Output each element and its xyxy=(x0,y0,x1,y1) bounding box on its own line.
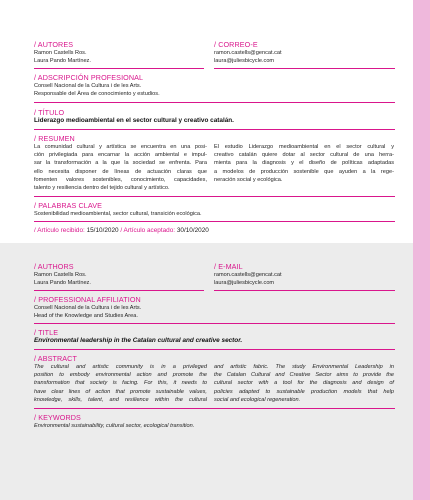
email-heading: / CORREO-E xyxy=(214,40,258,49)
affiliation-heading: / ADSCRIPCIÓN PROFESIONAL xyxy=(34,73,144,82)
section-divider xyxy=(34,349,395,350)
section-divider xyxy=(34,323,395,324)
section-divider xyxy=(34,290,204,291)
author-email[interactable]: ramon.castells@gencat.cat xyxy=(214,50,282,56)
keywords-heading: / KEYWORDS xyxy=(34,413,81,422)
abstract-column-left xyxy=(34,143,207,192)
abstract-line: transformation that society is facing. For this, it needs to xyxy=(34,380,207,387)
email-heading: / E-MAIL xyxy=(214,262,243,271)
author-name: Ramon Castells Ros. xyxy=(34,50,87,56)
affiliation-line: Consell Nacional de la Cultura i de les Arts. xyxy=(34,305,142,311)
abstract-line: position to embody environmental action and promote the xyxy=(34,372,207,379)
abstract-line: social and ecological regeneration. xyxy=(214,396,301,403)
section-divider xyxy=(34,408,395,409)
abstract-column-right xyxy=(214,143,394,184)
title-block-es xyxy=(34,108,394,126)
keywords-block-en xyxy=(34,413,394,430)
authors-heading: / AUTHORS xyxy=(34,262,74,271)
abstract-column-right xyxy=(214,363,394,404)
title-block-en xyxy=(34,328,394,346)
title-heading: / TITLE xyxy=(34,328,59,337)
author-email[interactable]: laura@juliesbicycle.com xyxy=(214,58,275,65)
author-name: Ramon Castells Ros. xyxy=(34,272,87,278)
abstract-block-en xyxy=(34,354,394,363)
abstract-line: The cultural and artistic community is in a privileged xyxy=(34,364,207,370)
abstract-heading: / ABSTRACT xyxy=(34,354,77,363)
abstract-line: the Catalan Cultural and Creative Sector aims to provide the xyxy=(214,372,394,379)
section-divider xyxy=(34,102,395,103)
abstract-block-es xyxy=(34,134,394,143)
author-name: Laura Pando Martínez. xyxy=(34,58,91,65)
author-email[interactable]: ramon.castells@gencat.cat xyxy=(214,272,282,278)
authors-heading: / AUTORES xyxy=(34,40,74,49)
article-title: Environmental leadership in the Catalan cultural and creative sector. xyxy=(34,337,243,344)
abstract-line: and artistic fabric. The study Environmental Leadership in xyxy=(214,364,394,370)
keywords-text: Sostenibilidad medioambiental, sector cultural, transición ecológica. xyxy=(34,211,202,217)
authors-block-es xyxy=(34,40,204,65)
affiliation-block-en xyxy=(34,295,394,320)
abstract-line: mienta para la diagnosis y el diseño de políticas adaptadas xyxy=(214,160,394,167)
section-divider xyxy=(214,68,395,69)
section-divider xyxy=(34,129,395,130)
affiliation-line: Responsable del Àrea de conocimiento y estudios. xyxy=(34,91,160,98)
abstract-line: La comunidad cultural y artística se encuentra en una posi- xyxy=(34,144,207,150)
section-divider xyxy=(34,68,204,69)
abstract-column-left xyxy=(34,363,207,404)
article-dates xyxy=(34,226,209,235)
section-divider xyxy=(34,221,395,222)
abstract-line: ción privilegiada para encarnar la acción ambiental e impul- xyxy=(34,152,207,159)
accepted-label: / Artículo aceptado: xyxy=(120,227,176,234)
section-divider xyxy=(34,196,395,197)
abstract-line: knowledge, skills, talent, and resilience within the cultural xyxy=(34,396,207,403)
abstract-line: a modelos de producción sostenible que ayuden a la rege- xyxy=(214,168,394,175)
side-accent-bar xyxy=(413,0,430,500)
authors-block-en xyxy=(34,262,204,287)
email-block-es xyxy=(214,40,394,65)
abstract-line: ello necesita disponer de líneas de actuación claras que xyxy=(34,168,207,175)
abstract-line: creativo catalán quiere dotar al sector cultural de una herra- xyxy=(214,152,394,159)
affiliation-block-es xyxy=(34,73,394,98)
accepted-date: 30/10/2020 xyxy=(176,227,209,234)
affiliation-line: Head of the Knowledge and Studies Area. xyxy=(34,313,138,320)
affiliation-line: Consell Nacional de la Cultura i de les Arts. xyxy=(34,83,142,89)
abstract-line: fomenten valores sostenibles, conocimiento, capacidades, xyxy=(34,176,207,183)
author-name: Laura Pando Martínez. xyxy=(34,280,91,287)
article-title: Liderazgo medioambiental en el sector cultural y creativo catalán. xyxy=(34,117,234,124)
abstract-line: cultural sector with a tool for the diagnosis and design of xyxy=(214,380,394,387)
abstract-line: talento y resiliencia dentro del tejido cultural y artístico. xyxy=(34,185,170,192)
received-label: / Artículo recibido: xyxy=(34,227,85,234)
affiliation-heading: / PROFESSIONAL AFFILIATION xyxy=(34,295,141,304)
abstract-line: neración social y ecológica. xyxy=(214,176,283,183)
abstract-line: policies adapted to sustainable production models that help xyxy=(214,388,394,395)
author-email[interactable]: laura@juliesbicycle.com xyxy=(214,280,275,287)
abstract-line: sar la transformación a la que la sociedad se enfrenta. Para xyxy=(34,160,207,167)
received-date: 15/10/2020 xyxy=(86,227,119,234)
abstract-heading: / RESUMEN xyxy=(34,134,75,143)
abstract-line: have clear lines of action that promote sustainable values, xyxy=(34,388,207,395)
section-divider xyxy=(214,290,395,291)
keywords-block-es xyxy=(34,201,394,218)
email-block-en xyxy=(214,262,394,287)
abstract-line: El estudio Liderazgo medioambiental en el sector cultural y xyxy=(214,144,394,150)
keywords-heading: / PALABRAS CLAVE xyxy=(34,201,103,210)
title-heading: / TÍTULO xyxy=(34,108,65,117)
keywords-text: Environmental sustainability, cultural sector, ecological transition. xyxy=(34,423,195,429)
